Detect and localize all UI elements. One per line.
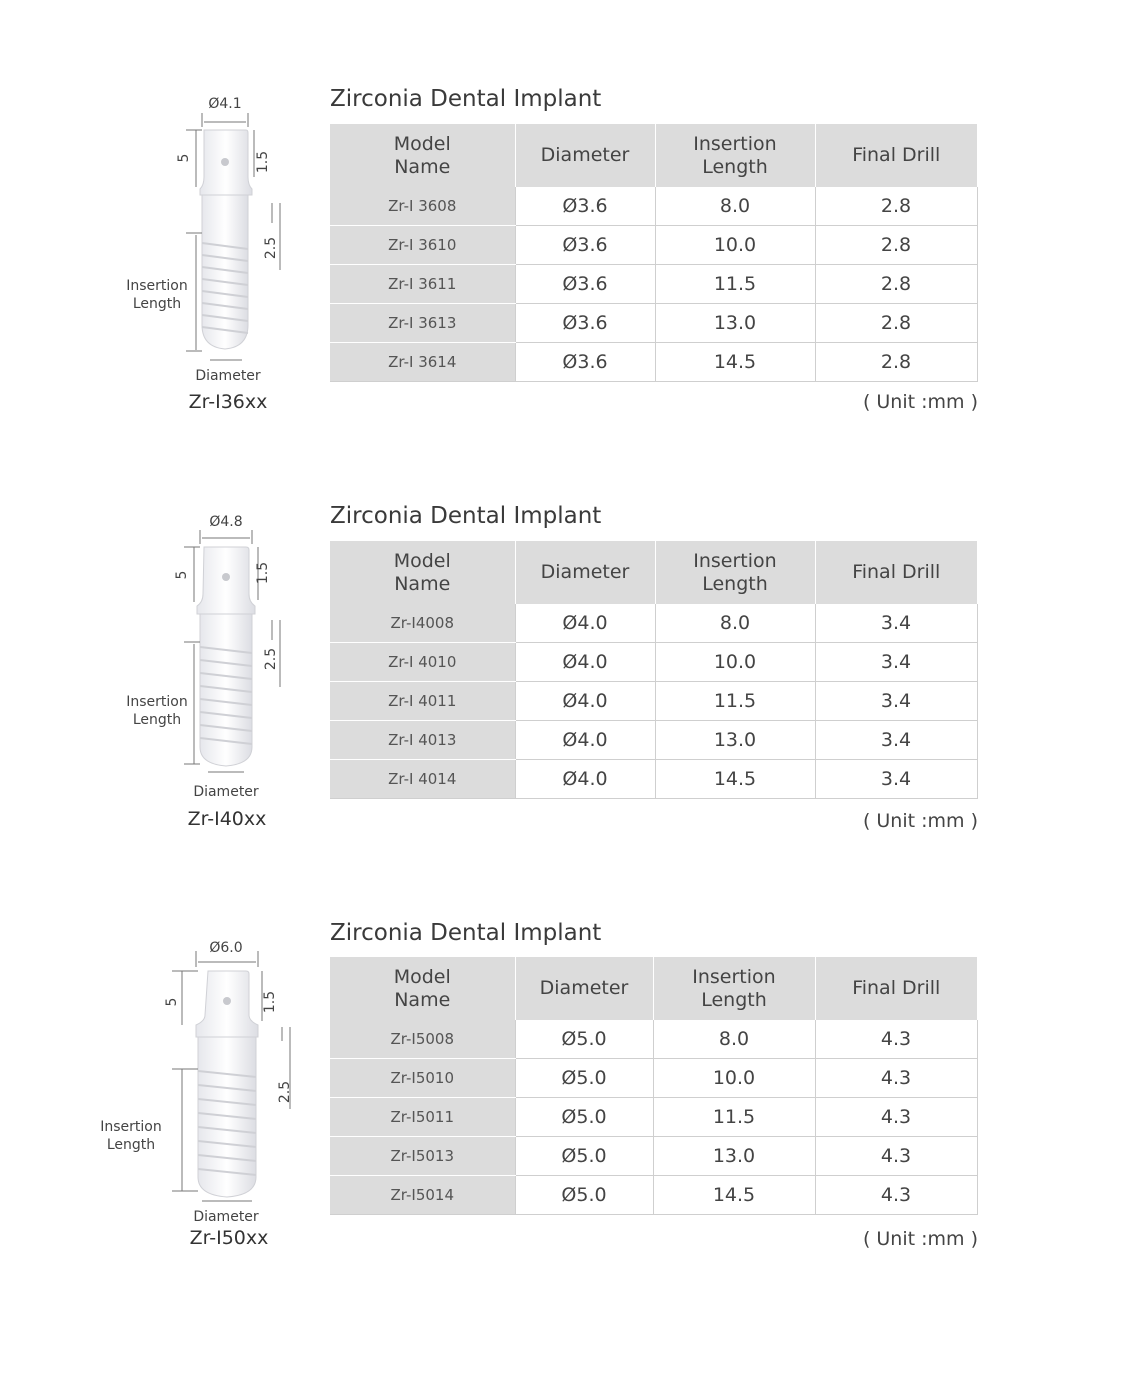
cell-length: 14.5: [655, 760, 815, 799]
insertion-length-label: Insertion Length: [126, 278, 188, 312]
model-series-label: Zr-I50xx: [189, 1227, 269, 1249]
unit-note: ( Unit :mm ): [862, 810, 978, 832]
cell-model: Zr-I 4011: [330, 682, 515, 721]
cell-diameter: Ø4.0: [515, 604, 655, 643]
cell-model: Zr-I5008: [330, 1020, 515, 1059]
table-row: [330, 1137, 977, 1176]
cell-length: 13.0: [653, 1137, 815, 1176]
top-diameter-label: Ø4.8: [209, 514, 243, 530]
header-final-drill: Final Drill: [815, 124, 977, 187]
header-insertion-length: Insertion Length: [653, 957, 815, 1020]
cell-drill: 2.8: [815, 226, 977, 265]
section-title: Zirconia Dental Implant: [330, 920, 602, 946]
table-row: [330, 265, 977, 304]
dim-5-label: 5: [176, 153, 192, 163]
cell-diameter: Ø5.0: [515, 1020, 653, 1059]
cell-diameter: Ø3.6: [515, 304, 655, 343]
cell-model: Zr-I 3614: [330, 343, 515, 382]
cell-model: Zr-I5014: [330, 1176, 515, 1215]
cell-length: 11.5: [655, 265, 815, 304]
header-final-drill: Final Drill: [815, 541, 977, 604]
dim-1-5-label: 1.5: [255, 561, 271, 585]
cell-diameter: Ø3.6: [515, 265, 655, 304]
dim-2-5-label: 2.5: [263, 647, 279, 671]
header-insertion-length: Insertion Length: [655, 124, 815, 187]
cell-diameter: Ø5.0: [515, 1176, 653, 1215]
dim-5-label: 5: [164, 997, 180, 1007]
section-title: Zirconia Dental Implant: [330, 86, 602, 112]
top-diameter-label: Ø4.1: [208, 96, 242, 112]
cell-diameter: Ø3.6: [515, 226, 655, 265]
diameter-label: Diameter: [193, 1209, 259, 1225]
cell-diameter: Ø5.0: [515, 1059, 653, 1098]
cell-drill: 3.4: [815, 721, 977, 760]
spec-table: [330, 541, 978, 799]
dim-5-label: 5: [174, 570, 190, 580]
cell-model: Zr-I 3611: [330, 265, 515, 304]
implant-figure-1: [90, 85, 320, 445]
cell-drill: 2.8: [815, 265, 977, 304]
cell-length: 10.0: [653, 1059, 815, 1098]
cell-drill: 3.4: [815, 604, 977, 643]
product-section-3: [0, 919, 1141, 1279]
cell-model: Zr-I4008: [330, 604, 515, 643]
header-model-name: Model Name: [330, 957, 515, 1020]
product-section-2: [0, 502, 1141, 862]
model-series-label: Zr-I40xx: [187, 808, 267, 830]
implant-drawing-icon: [90, 502, 320, 822]
header-final-drill: Final Drill: [815, 957, 977, 1020]
table-row: [330, 721, 977, 760]
cell-diameter: Ø5.0: [515, 1098, 653, 1137]
header-insertion-length: Insertion Length: [655, 541, 815, 604]
table-row: [330, 1098, 977, 1137]
table-row: [330, 643, 977, 682]
table-row: [330, 604, 977, 643]
implant-figure-2: [90, 502, 320, 862]
insertion-length-label: Insertion Length: [126, 694, 188, 728]
cell-model: Zr-I5013: [330, 1137, 515, 1176]
cell-drill: 4.3: [815, 1137, 977, 1176]
cell-drill: 3.4: [815, 682, 977, 721]
cell-length: 11.5: [653, 1098, 815, 1137]
diameter-label: Diameter: [193, 784, 259, 800]
cell-model: Zr-I5011: [330, 1098, 515, 1137]
cell-drill: 3.4: [815, 760, 977, 799]
cell-model: Zr-I 3613: [330, 304, 515, 343]
diameter-label: Diameter: [195, 368, 261, 384]
section-title: Zirconia Dental Implant: [330, 503, 602, 529]
header-model-name: Model Name: [330, 124, 515, 187]
table-row: [330, 226, 977, 265]
cell-drill: 2.8: [815, 343, 977, 382]
implant-drawing-icon: [90, 85, 320, 405]
cell-model: Zr-I 3608: [330, 187, 515, 226]
table-header-row: [330, 957, 977, 1020]
cell-diameter: Ø4.0: [515, 682, 655, 721]
unit-note: ( Unit :mm ): [862, 1228, 978, 1250]
cell-length: 13.0: [655, 304, 815, 343]
table-row: [330, 760, 977, 799]
cell-diameter: Ø4.0: [515, 721, 655, 760]
cell-drill: 2.8: [815, 304, 977, 343]
cell-length: 10.0: [655, 226, 815, 265]
dim-1-5-label: 1.5: [262, 990, 278, 1014]
top-diameter-label: Ø6.0: [209, 940, 243, 956]
dim-1-5-label: 1.5: [255, 150, 271, 174]
header-model-name: Model Name: [330, 541, 515, 604]
cell-length: 13.0: [655, 721, 815, 760]
cell-length: 14.5: [655, 343, 815, 382]
table-row: [330, 343, 977, 382]
cell-model: Zr-I 4013: [330, 721, 515, 760]
cell-length: 8.0: [655, 604, 815, 643]
cell-length: 11.5: [655, 682, 815, 721]
table-row: [330, 304, 977, 343]
cell-drill: 3.4: [815, 643, 977, 682]
model-series-label: Zr-I36xx: [188, 391, 268, 413]
insertion-length-label: Insertion Length: [100, 1119, 162, 1153]
table-header-row: [330, 541, 977, 604]
header-diameter: Diameter: [515, 541, 655, 604]
header-diameter: Diameter: [515, 957, 653, 1020]
cell-model: Zr-I 3610: [330, 226, 515, 265]
dim-2-5-label: 2.5: [277, 1080, 293, 1104]
cell-drill: 2.8: [815, 187, 977, 226]
cell-length: 8.0: [655, 187, 815, 226]
cell-diameter: Ø4.0: [515, 643, 655, 682]
cell-model: Zr-I5010: [330, 1059, 515, 1098]
cell-model: Zr-I 4014: [330, 760, 515, 799]
unit-note: ( Unit :mm ): [862, 391, 978, 413]
cell-model: Zr-I 4010: [330, 643, 515, 682]
cell-diameter: Ø3.6: [515, 343, 655, 382]
cell-drill: 4.3: [815, 1020, 977, 1059]
cell-diameter: Ø4.0: [515, 760, 655, 799]
cell-drill: 4.3: [815, 1176, 977, 1215]
cell-diameter: Ø3.6: [515, 187, 655, 226]
table-row: [330, 682, 977, 721]
cell-diameter: Ø5.0: [515, 1137, 653, 1176]
table-row: [330, 1176, 977, 1215]
header-diameter: Diameter: [515, 124, 655, 187]
cell-drill: 4.3: [815, 1059, 977, 1098]
implant-figure-3: [90, 919, 320, 1279]
table-row: [330, 1059, 977, 1098]
dim-2-5-label: 2.5: [263, 236, 279, 260]
cell-length: 10.0: [655, 643, 815, 682]
table-header-row: [330, 124, 977, 187]
cell-length: 14.5: [653, 1176, 815, 1215]
spec-table: [330, 124, 978, 382]
cell-drill: 4.3: [815, 1098, 977, 1137]
product-section-1: [0, 85, 1141, 445]
spec-table: [330, 957, 978, 1215]
table-row: [330, 187, 977, 226]
table-row: [330, 1020, 977, 1059]
cell-length: 8.0: [653, 1020, 815, 1059]
